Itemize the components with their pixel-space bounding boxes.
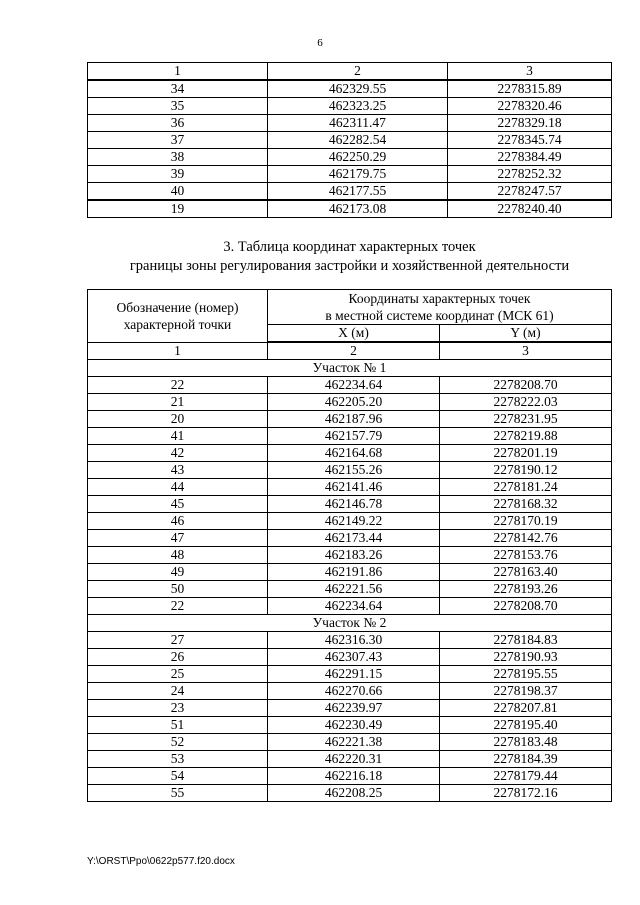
section-title: Участок № 1	[88, 360, 612, 377]
x-coordinate-cell: 462177.55	[268, 183, 448, 201]
x-coordinate-cell: 462173.44	[268, 530, 440, 547]
point-number-cell: 49	[88, 564, 268, 581]
point-number-cell: 53	[88, 751, 268, 768]
y-coordinate-cell: 2278179.44	[440, 768, 612, 785]
y-coordinate-cell: 2278208.70	[440, 377, 612, 394]
coordinates-header	[268, 290, 612, 325]
table-row	[88, 547, 612, 564]
y-coordinate-cell: 2278320.46	[448, 98, 612, 115]
table-row	[88, 394, 612, 411]
table-row	[88, 377, 612, 394]
y-coordinate-cell: 2278184.39	[440, 751, 612, 768]
section-title-row	[88, 360, 612, 377]
point-number-cell: 26	[88, 649, 268, 666]
x-header: X (м)	[268, 325, 440, 343]
table-heading-line1: 3. Таблица координат характерных точек	[223, 239, 476, 255]
column-numbers-row	[88, 342, 612, 360]
x-coordinate-cell: 462205.20	[268, 394, 440, 411]
point-number-cell: 27	[88, 632, 268, 649]
point-number-cell: 43	[88, 462, 268, 479]
x-coordinate-cell: 462234.64	[268, 377, 440, 394]
x-coordinate-cell: 462323.25	[268, 98, 448, 115]
column-number-cell: 2	[268, 63, 448, 81]
x-coordinate-cell: 462329.55	[268, 80, 448, 98]
x-coordinate-cell: 462149.22	[268, 513, 440, 530]
y-coordinate-cell: 2278315.89	[448, 80, 612, 98]
y-coordinate-cell: 2278198.37	[440, 683, 612, 700]
point-number-cell: 44	[88, 479, 268, 496]
table-row	[88, 598, 612, 615]
y-coordinate-cell: 2278142.76	[440, 530, 612, 547]
x-coordinate-cell: 462183.26	[268, 547, 440, 564]
table-row	[88, 411, 612, 428]
y-coordinate-cell: 2278252.32	[448, 166, 612, 183]
point-number-cell: 54	[88, 768, 268, 785]
table-row	[88, 632, 612, 649]
table-row	[88, 445, 612, 462]
point-number-cell: 35	[88, 98, 268, 115]
coordinates-header-line1: Координаты характерных точек	[348, 291, 531, 306]
table-heading-line2: границы зоны регулирования застройки и хозяйственной деятельности	[129, 258, 570, 274]
point-number-cell: 50	[88, 581, 268, 598]
page-number: 6	[317, 37, 323, 49]
point-number-cell: 46	[88, 513, 268, 530]
x-coordinate-cell: 462220.31	[268, 751, 440, 768]
zone-boundary-coordinates-table	[87, 289, 612, 802]
point-number-cell: 20	[88, 411, 268, 428]
point-number-cell: 23	[88, 700, 268, 717]
table-row	[88, 80, 612, 98]
section-title: Участок № 2	[88, 615, 612, 632]
table-row	[88, 564, 612, 581]
x-coordinate-cell: 462146.78	[268, 496, 440, 513]
table-row	[88, 513, 612, 530]
x-coordinate-cell: 462239.97	[268, 700, 440, 717]
file-path-footer: Y:\ORST\Ppo\0622p577.f20.docx	[87, 856, 235, 867]
table-row	[88, 751, 612, 768]
table-row	[88, 649, 612, 666]
y-coordinate-cell: 2278329.18	[448, 115, 612, 132]
point-number-cell: 39	[88, 166, 268, 183]
point-designation-header	[88, 290, 268, 343]
point-number-cell: 47	[88, 530, 268, 547]
y-header: Y (м)	[440, 325, 612, 343]
point-number-cell: 24	[88, 683, 268, 700]
point-number-cell: 40	[88, 183, 268, 201]
x-coordinate-cell: 462191.86	[268, 564, 440, 581]
y-coordinate-cell: 2278183.48	[440, 734, 612, 751]
x-coordinate-cell: 462291.15	[268, 666, 440, 683]
x-coordinate-cell: 462173.08	[268, 200, 448, 218]
x-coordinate-cell: 462230.49	[268, 717, 440, 734]
point-number-cell: 36	[88, 115, 268, 132]
x-coordinate-cell: 462216.18	[268, 768, 440, 785]
x-coordinate-cell: 462316.30	[268, 632, 440, 649]
y-coordinate-cell: 2278201.19	[440, 445, 612, 462]
column-number-cell: 1	[88, 63, 268, 81]
y-coordinate-cell: 2278222.03	[440, 394, 612, 411]
column-number-cell: 2	[268, 342, 440, 360]
column-number-cell: 1	[88, 342, 268, 360]
table-row	[88, 132, 612, 149]
y-coordinate-cell: 2278193.26	[440, 581, 612, 598]
table-row	[88, 183, 612, 201]
table-heading	[87, 238, 612, 276]
column-number-cell: 3	[440, 342, 612, 360]
y-coordinate-cell: 2278247.57	[448, 183, 612, 201]
x-coordinate-cell: 462155.26	[268, 462, 440, 479]
x-coordinate-cell: 462164.68	[268, 445, 440, 462]
x-coordinate-cell: 462270.66	[268, 683, 440, 700]
coordinates-table-continued	[87, 62, 612, 218]
table-row	[88, 428, 612, 445]
x-coordinate-cell: 462157.79	[268, 428, 440, 445]
point-number-cell: 51	[88, 717, 268, 734]
y-coordinate-cell: 2278181.24	[440, 479, 612, 496]
x-coordinate-cell: 462234.64	[268, 598, 440, 615]
column-number-cell: 3	[448, 63, 612, 81]
x-coordinate-cell: 462221.56	[268, 581, 440, 598]
x-coordinate-cell: 462307.43	[268, 649, 440, 666]
table-row	[88, 581, 612, 598]
point-number-cell: 34	[88, 80, 268, 98]
x-coordinate-cell: 462141.46	[268, 479, 440, 496]
section-title-row	[88, 615, 612, 632]
y-coordinate-cell: 2278345.74	[448, 132, 612, 149]
x-coordinate-cell: 462221.38	[268, 734, 440, 751]
y-coordinate-cell: 2278219.88	[440, 428, 612, 445]
y-coordinate-cell: 2278168.32	[440, 496, 612, 513]
y-coordinate-cell: 2278195.55	[440, 666, 612, 683]
point-number-cell: 25	[88, 666, 268, 683]
point-number-cell: 55	[88, 785, 268, 802]
table-row	[88, 115, 612, 132]
x-coordinate-cell: 462208.25	[268, 785, 440, 802]
y-coordinate-cell: 2278190.12	[440, 462, 612, 479]
table-row	[88, 149, 612, 166]
x-coordinate-cell: 462250.29	[268, 149, 448, 166]
y-coordinate-cell: 2278184.83	[440, 632, 612, 649]
table-row	[88, 200, 612, 218]
table-row	[88, 462, 612, 479]
x-coordinate-cell: 462311.47	[268, 115, 448, 132]
y-coordinate-cell: 2278172.16	[440, 785, 612, 802]
point-number-cell: 38	[88, 149, 268, 166]
y-coordinate-cell: 2278170.19	[440, 513, 612, 530]
table-row	[88, 530, 612, 547]
table-row	[88, 479, 612, 496]
table-row	[88, 717, 612, 734]
x-coordinate-cell: 462187.96	[268, 411, 440, 428]
column-numbers-row	[88, 63, 612, 81]
point-number-cell: 22	[88, 377, 268, 394]
y-coordinate-cell: 2278153.76	[440, 547, 612, 564]
table-row	[88, 700, 612, 717]
y-coordinate-cell: 2278190.93	[440, 649, 612, 666]
point-number-cell: 52	[88, 734, 268, 751]
table-row	[88, 98, 612, 115]
table-row	[88, 666, 612, 683]
y-coordinate-cell: 2278384.49	[448, 149, 612, 166]
point-designation-header-line1: Обозначение (номер)	[116, 299, 239, 315]
point-number-cell: 37	[88, 132, 268, 149]
y-coordinate-cell: 2278208.70	[440, 598, 612, 615]
y-coordinate-cell: 2278163.40	[440, 564, 612, 581]
y-coordinate-cell: 2278195.40	[440, 717, 612, 734]
x-coordinate-cell: 462282.54	[268, 132, 448, 149]
y-coordinate-cell: 2278207.81	[440, 700, 612, 717]
point-number-cell: 22	[88, 598, 268, 615]
point-number-cell: 42	[88, 445, 268, 462]
point-number-cell: 45	[88, 496, 268, 513]
point-number-cell: 48	[88, 547, 268, 564]
y-coordinate-cell: 2278240.40	[448, 200, 612, 218]
table-row	[88, 496, 612, 513]
point-designation-header-line2: характерной точки	[123, 316, 232, 332]
x-coordinate-cell: 462179.75	[268, 166, 448, 183]
header-row	[88, 290, 612, 325]
table-row	[88, 734, 612, 751]
coordinates-header-line2: в местной системе координат (МСК 61)	[325, 308, 554, 323]
table-row	[88, 785, 612, 802]
table-row	[88, 166, 612, 183]
y-coordinate-cell: 2278231.95	[440, 411, 612, 428]
point-number-cell: 41	[88, 428, 268, 445]
table-row	[88, 683, 612, 700]
point-number-cell: 19	[88, 200, 268, 218]
table-row	[88, 768, 612, 785]
point-number-cell: 21	[88, 394, 268, 411]
